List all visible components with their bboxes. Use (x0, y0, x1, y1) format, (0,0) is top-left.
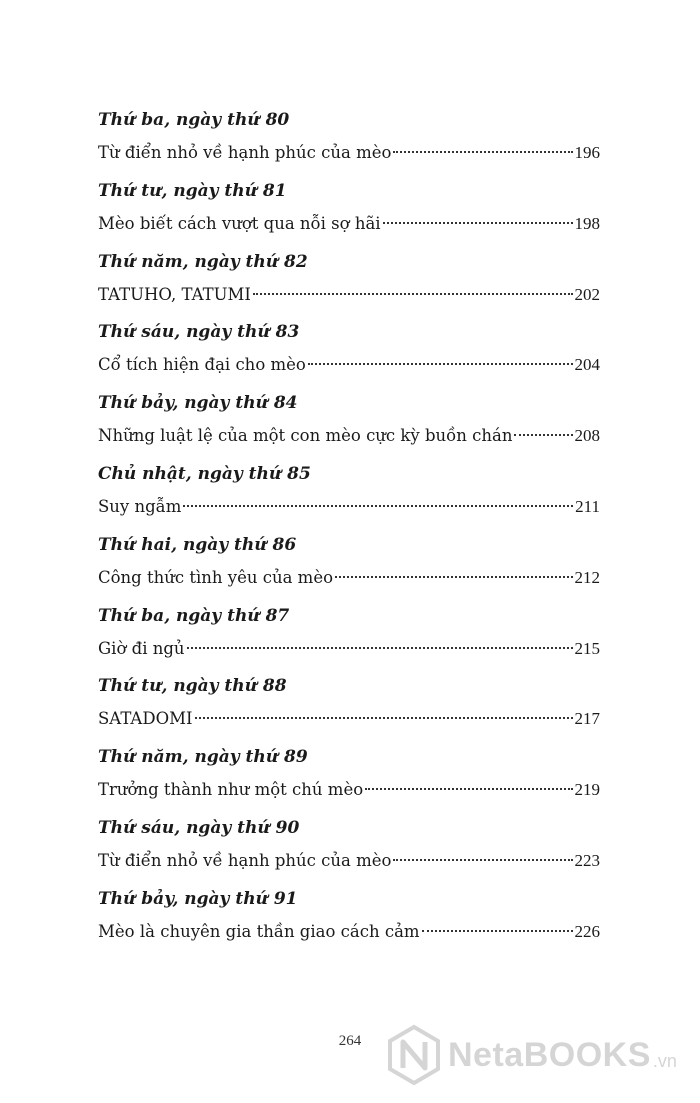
dot-leader (187, 647, 573, 649)
toc-entry-line (98, 424, 600, 448)
toc-entry-page: 196 (574, 143, 600, 162)
toc-entry-line (98, 849, 600, 873)
toc-entry-line (98, 283, 600, 307)
toc-entry-title: Cổ tích hiện đại cho mèo (98, 355, 306, 375)
toc-entry (98, 320, 600, 391)
dot-leader (422, 930, 573, 932)
toc-entry (98, 391, 600, 462)
toc-entry-page: 198 (574, 213, 600, 233)
dot-leader (365, 788, 572, 790)
toc-entry-page: 211 (575, 496, 600, 516)
toc-entry-heading: Thứ bảy, ngày thứ 84 (98, 393, 298, 414)
toc-entry-line (98, 141, 600, 165)
dot-leader (383, 222, 573, 224)
toc-entry-title: Trưởng thành như một chú mèo (98, 780, 364, 800)
toc-entry (98, 462, 600, 533)
toc-entry-page: 215 (574, 638, 600, 658)
dot-leader (195, 717, 573, 719)
toc-entry-title: Công thức tình yêu của mèo (98, 567, 334, 587)
table-of-contents (98, 108, 600, 958)
toc-entry (98, 604, 600, 675)
toc-entry (98, 533, 600, 604)
dot-leader (335, 576, 572, 578)
dot-leader (308, 363, 573, 365)
toc-entry-heading: Chủ nhật, ngày thứ 85 (98, 463, 311, 484)
toc-entry-heading: Thứ ba, ngày thứ 87 (98, 605, 290, 626)
toc-entry-page: 223 (574, 850, 600, 870)
toc-entry-heading: Thứ tư, ngày thứ 81 (98, 180, 287, 201)
toc-entry-title: Suy ngẫm (98, 496, 182, 516)
toc-entry (98, 674, 600, 745)
toc-entry-page: 219 (574, 780, 600, 800)
toc-entry-line (98, 353, 600, 377)
dot-leader (393, 151, 572, 153)
toc-entry (98, 745, 600, 816)
toc-entry-title: Mèo là chuyên gia thần giao cách cảm (98, 921, 420, 941)
toc-entry-line (98, 637, 600, 661)
watermark (386, 1020, 696, 1090)
toc-entry (98, 887, 600, 958)
toc-entry (98, 108, 600, 179)
toc-entry (98, 179, 600, 250)
toc-entry-title: Những luật lệ của một con mèo cực kỳ buồn chán (98, 426, 513, 446)
toc-entry-heading: Thứ ba, ngày thứ 80 (98, 110, 290, 130)
toc-entry-line (98, 707, 600, 731)
watermark-brand: NetaBOOKS (448, 1035, 651, 1074)
dot-leader (183, 505, 573, 507)
toc-entry-page: 202 (574, 284, 600, 304)
toc-entry-heading: Thứ tư, ngày thứ 88 (98, 676, 287, 697)
toc-entry-title: Giờ đi ngủ (98, 638, 185, 658)
dot-leader (514, 434, 572, 436)
toc-entry-line (98, 495, 600, 519)
toc-entry (98, 250, 600, 321)
toc-entry-title: Từ điển nhỏ về hạnh phúc của mèo (98, 850, 392, 870)
toc-entry-page: 217 (574, 709, 600, 729)
toc-entry-title: Từ điển nhỏ về hạnh phúc của mèo (98, 143, 392, 162)
toc-entry-title: Mèo biết cách vượt qua nỗi sợ hãi (98, 213, 381, 233)
toc-entry (98, 816, 600, 887)
dot-leader (393, 859, 572, 861)
toc-entry-page: 212 (574, 567, 600, 587)
toc-entry-line (98, 920, 600, 944)
toc-entry-heading: Thứ năm, ngày thứ 89 (98, 747, 308, 768)
toc-entry-line (98, 212, 600, 236)
toc-entry-heading: Thứ sáu, ngày thứ 83 (98, 322, 300, 343)
page-number: 264 (338, 1033, 362, 1049)
toc-entry-page: 208 (574, 426, 600, 446)
toc-entry-heading: Thứ năm, ngày thứ 82 (98, 251, 308, 272)
toc-entry-page: 204 (574, 355, 600, 375)
toc-entry-title: SATADOMI (98, 709, 193, 729)
toc-entry-line (98, 566, 600, 590)
toc-entry-heading: Thứ bảy, ngày thứ 91 (98, 888, 298, 909)
dot-leader (253, 293, 573, 295)
toc-entry-line (98, 778, 600, 802)
toc-entry-title: TATUHO, TATUMI (98, 284, 251, 304)
toc-entry-page: 226 (574, 921, 600, 941)
toc-entry-heading: Thứ hai, ngày thứ 86 (98, 534, 297, 555)
watermark-tld: .vn (652, 1050, 677, 1071)
toc-entry-heading: Thứ sáu, ngày thứ 90 (98, 817, 300, 838)
